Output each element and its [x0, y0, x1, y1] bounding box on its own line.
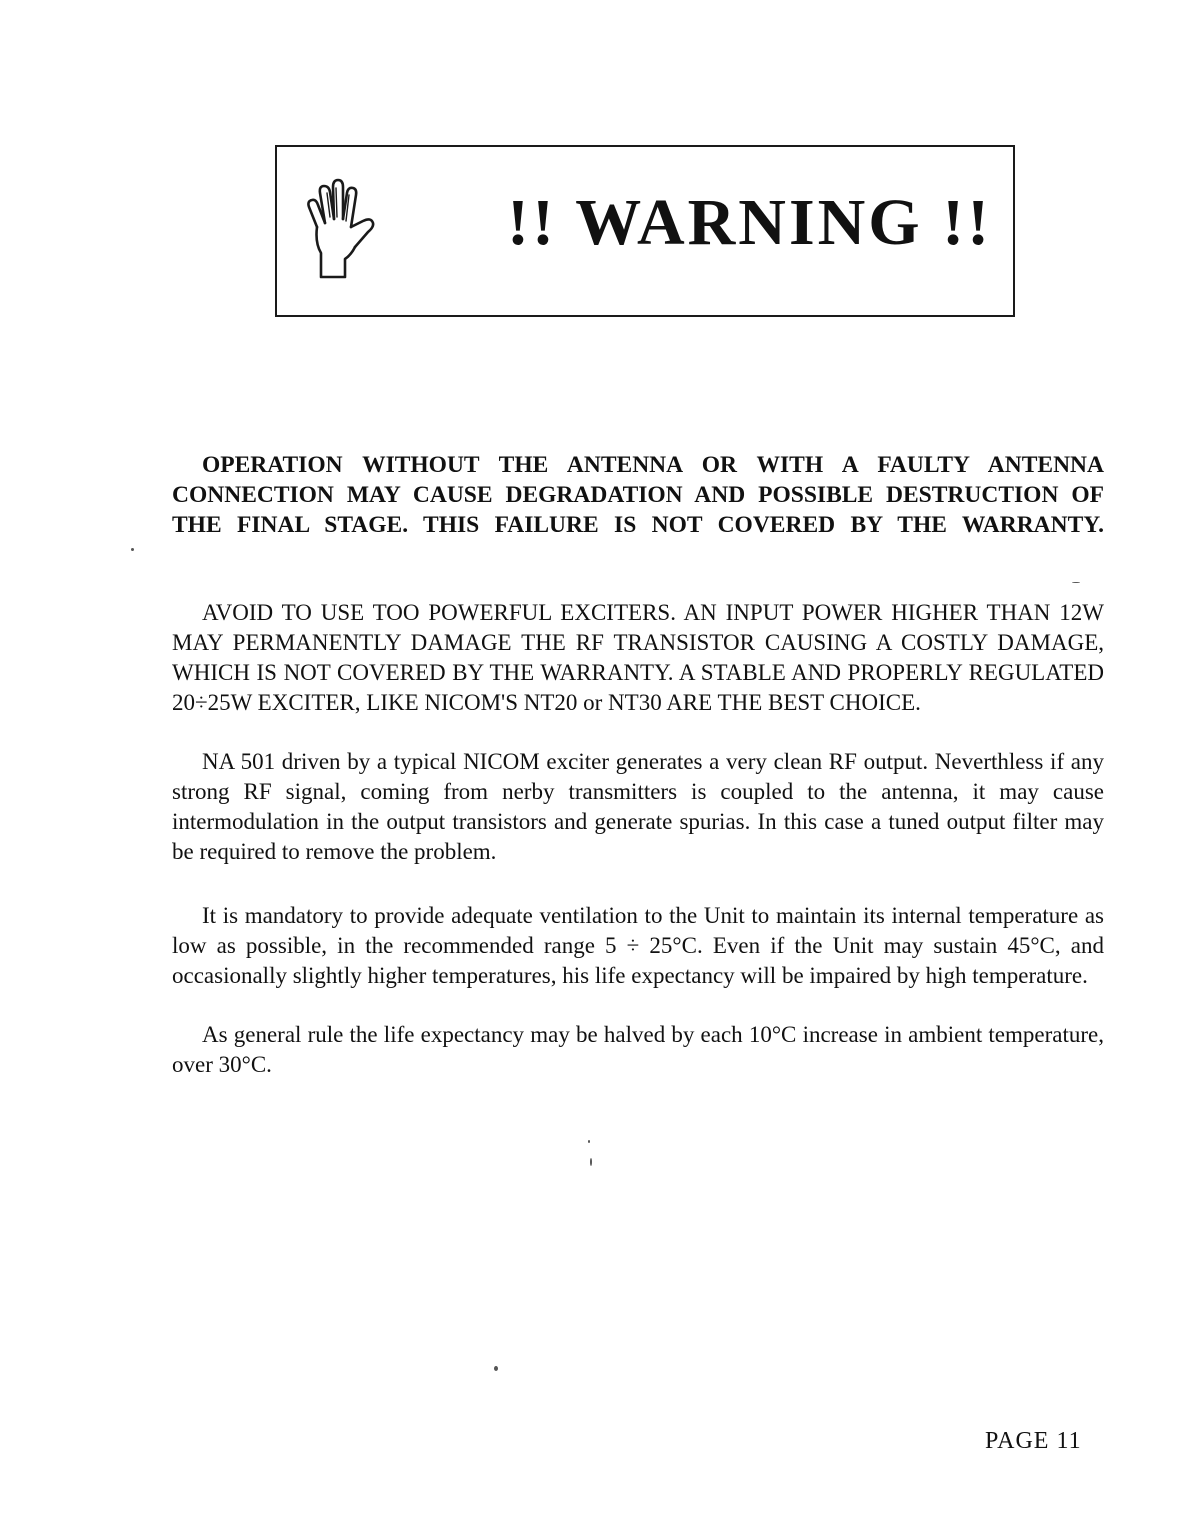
scan-speck — [588, 1140, 590, 1143]
scan-speck — [131, 548, 134, 551]
hand-icon — [305, 177, 377, 289]
exciter-power-paragraph: AVOID TO USE TOO POWERFUL EXCITERS. AN INPUT POWER HIGHER THAN 12W MAY PERMANENTLY DAMAGE THE RF TRANSISTOR CAUSING A COSTLY DAMAGE, WHICH IS NOT COVERED BY THE WARRANTY. A STABLE AND PROPERLY REGULATED 20÷25W EXCITER, LIKE NICOM'S NT20 or NT30 ARE THE BEST CHOICE. — [172, 600, 1104, 715]
warning-box — [275, 145, 1015, 317]
antenna-caution-text: OPERATION WITHOUT THE ANTENNA OR WITH A FAULTY ANTENNA CONNECTION MAY CAUSE DEGRADATION AND POSSIBLE DESTRUCTION OF THE FINAL STAGE. THIS FAILURE IS NOT COVERED BY THE WARRANTY. — [172, 452, 1104, 538]
scan-speck — [494, 1366, 498, 1371]
scan-speck — [1072, 582, 1080, 583]
intermodulation-paragraph: NA 501 driven by a typical NICOM exciter generates a very clean RF output. Neverthless if any strong RF signal, coming from nerby transmitters is coupled to the antenna, it may cause intermodulation in the output transistors and generate spurias. In this case a tuned output filter may be required to remove the problem. — [172, 749, 1104, 864]
scan-speck — [590, 1158, 592, 1166]
warning-title: !! WARNING !! — [507, 186, 993, 259]
ventilation-paragraph: It is mandatory to provide adequate ventilation to the Unit to maintain its internal temperature as low as possible, in the recommended range 5 ÷ 25°C. Even if the Unit may sustain 45°C, and occasionally slightly higher temperatures, his life expectancy will be impaired by high temperature. — [172, 903, 1104, 988]
life-expectancy-paragraph: As general rule the life expectancy may be halved by each 10°C increase in ambient temperature, over 30°C. — [172, 1022, 1104, 1077]
page-number: PAGE 11 — [985, 1428, 1082, 1454]
